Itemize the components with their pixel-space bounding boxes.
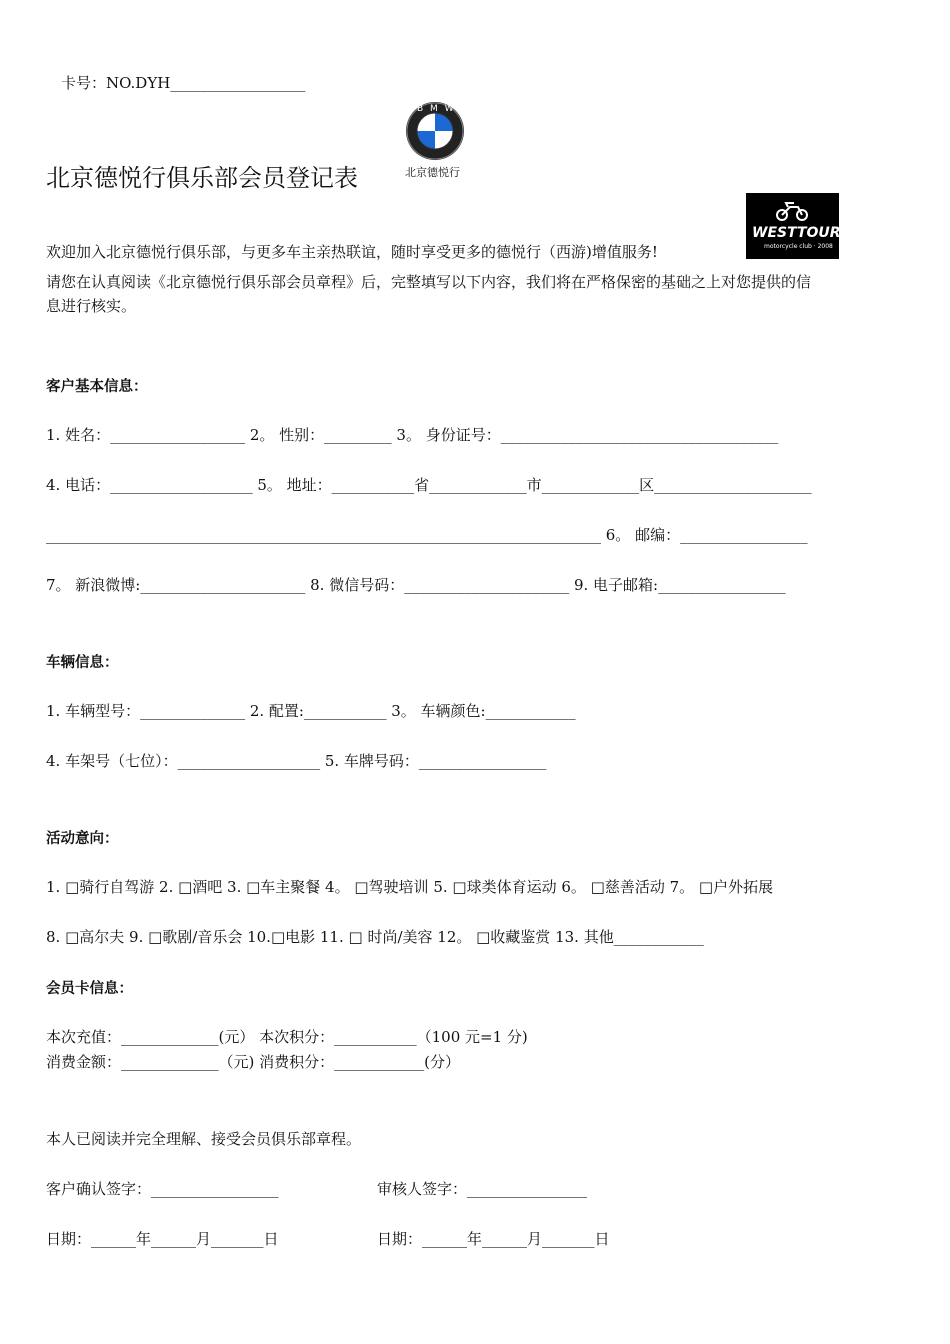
basic-info-heading: 客户基本信息： [46,379,148,395]
page-title: 北京德悦行俱乐部会员登记表 [46,164,358,192]
card-info-heading: 会员卡信息： [46,981,133,997]
activity-heading: 活动意向： [46,831,119,847]
intro-line-3: 息进行核实。 [46,297,137,315]
westtour-logo [746,193,839,259]
bmw-logo-text: 北京德悦行 [405,166,460,179]
activity-row-2[interactable]: 8. □高尔夫 9. □歌剧/音乐会 10.□电影 11. □ 时尚/美容 12。 □收藏鉴赏 13. 其他____________ [46,928,704,946]
bmw-letters: B M W [417,104,456,114]
card-row-2[interactable]: 消费金额：_____________（元) 消费积分：____________(分） [46,1053,460,1071]
basic-row-1[interactable]: 1. 姓名：__________________ 2。 性别：_________ 3。 身份证号：_____________________________________ [46,426,779,444]
reviewer-date-field[interactable]: 日期：______年______月_______日 [377,1230,610,1248]
card-number: 卡号：NO.DYH__________________ [61,74,306,92]
card-row-1[interactable]: 本次充值：_____________(元） 本次积分：___________（100 元=1 分) [46,1028,528,1046]
westtour-text: WESTTOUR [752,225,841,241]
bmw-logo [403,100,467,180]
intro-line-2: 请您在认真阅读《北京德悦行俱乐部会员章程》后，完整填写以下内容，我们将在严格保密的基础之上对您提供的信 [46,273,812,291]
basic-row-2[interactable]: 4. 电话：___________________ 5。 地址：___________省_____________市_____________区_____________________ [46,476,812,494]
reviewer-signature-field[interactable]: 审核人签字：________________ [377,1180,588,1198]
basic-row-3[interactable]: __________________________________________________________________________ 6。 邮编：_________________ [46,526,808,544]
vehicle-row-1[interactable]: 1. 车辆型号：______________ 2. 配置:___________ 3。 车辆颜色:____________ [46,702,576,720]
customer-signature-field[interactable]: 客户确认签字：_________________ [46,1180,279,1198]
vehicle-row-2[interactable]: 4. 车架号（七位）：___________________ 5. 车牌号码：_________________ [46,752,547,770]
agreement-text: 本人已阅读并完全理解、接受会员俱乐部章程。 [46,1130,362,1148]
basic-row-4[interactable]: 7。 新浪微博:______________________ 8. 微信号码：______________________ 9. 电子邮箱:_________________ [46,576,786,594]
westtour-sub: motorcycle club · 2008 [764,243,833,250]
vehicle-info-heading: 车辆信息： [46,655,119,671]
customer-date-field[interactable]: 日期：______年______月_______日 [46,1230,279,1248]
activity-row-1[interactable]: 1. □骑行自驾游 2. □酒吧 3. □车主聚餐 4。 □驾驶培训 5. □球类体育运动 6。 □慈善活动 7。 □户外拓展 [46,878,774,896]
intro-line-1: 欢迎加入北京德悦行俱乐部，与更多车主亲热联谊，随时享受更多的德悦行（西游)增值服务! [46,243,658,261]
